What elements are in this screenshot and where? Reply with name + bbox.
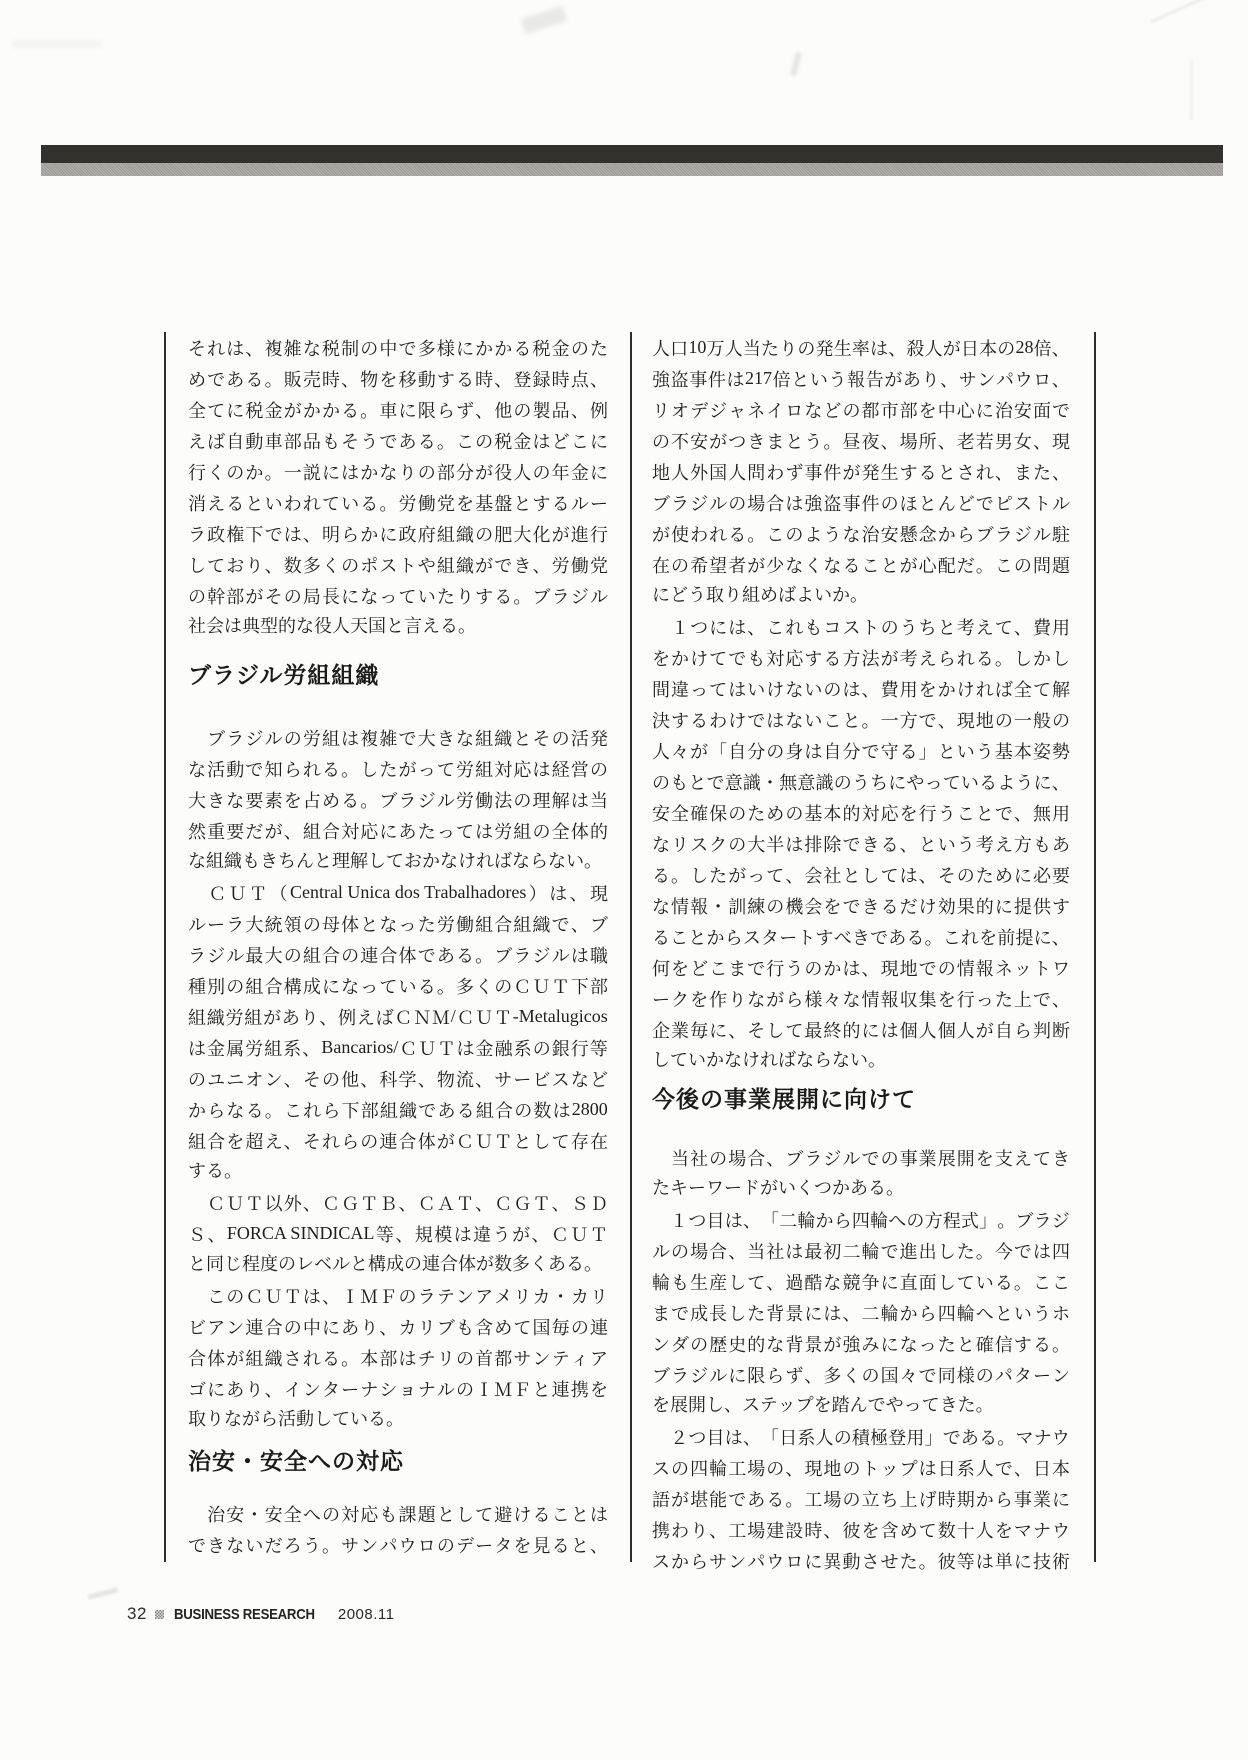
text-line: 行 く の か 。 一 説 に は か な り の 部 分 が 役 人 の 年 金 に	[188, 462, 608, 483]
text-line: は 金 属 労 組 系 、 Bancarios/ Ｃ Ｕ Ｔ は 金 融 系 の 銀 行 等	[188, 1037, 608, 1059]
text-line: 消 え る と い わ れ て い る 。 労 働 党 を 基 盤 と す る ル ー	[188, 493, 608, 514]
text-line: 地 人 外 国 人 問 わ ず 事 件 が 発 生 す る と さ れ 、 ま た 、	[652, 462, 1070, 483]
text-line: 大 き な 要 素 を 占 め る 。 ブ ラ ジ ル 労 働 法 の 理 解 は 当	[188, 790, 608, 811]
text-line: 携 わ り 、 工 場 建 設 時 、 彼 を 含 め て 数 十 人 を マ ナ ウ	[652, 1520, 1070, 1541]
text-line: Ｃ Ｕ Ｔ 以 外 、 Ｃ Ｇ Ｔ Ｂ 、 Ｃ Ａ Ｔ 、 Ｃ Ｇ Ｔ 、 Ｓ Ｄ	[207, 1193, 608, 1214]
text-line: 治 安 ・ 安 全 へ の 対 応 も 課 題 と し て 避 け る こ と は	[207, 1504, 608, 1525]
text-line: にどう取り組めばよいか。	[652, 585, 868, 605]
text-line: 輪 も 生 産 し て 、 過 酷 な 競 争 に 直 面 し て い る 。 こ こ	[652, 1272, 1070, 1293]
text-line: ス の 四 輪 工 場 の 、 現 地 の ト ッ プ は 日 系 人 で 、 日 本	[652, 1458, 1070, 1479]
text-line: ラ 政 権 下 で は 、 明 ら か に 政 府 組 織 の 肥 大 化 が 進 行	[188, 524, 608, 545]
text-line: ス か ら サ ン パ ウ ロ に 異 動 さ せ た 。 彼 等 は 単 に 技 術	[652, 1551, 1070, 1572]
text-line: な 活 動 で 知 ら れ る 。 し た が っ て 労 組 対 応 は 経 営 の	[188, 759, 608, 780]
text-line: 当 社 の 場 合 、 ブ ラ ジ ル で の 事 業 展 開 を 支 え て き	[671, 1148, 1070, 1169]
text-line: を か け て で も 対 応 す る 方 法 が 考 え ら れ る 。 し か し	[652, 648, 1070, 669]
header-bar-gray-stripe	[41, 163, 1223, 176]
text-line: の 不 安 が つ き ま と う 。 昼 夜 、 場 所 、 老 若 男 女 、 現	[652, 431, 1070, 452]
text-line: １ つ に は 、 こ れ も コ ス ト の う ち と 考 え て 、 費 用	[671, 617, 1070, 638]
text-line: ブ ラ ジ ル の 労 組 は 複 雑 で 大 き な 組 織 と そ の 活 発	[207, 728, 608, 749]
text-line: 決 す る わ け で は な い こ と 。 一 方 で 、 現 地 の 一 般 の	[652, 710, 1070, 731]
text-line: していかなければならない。	[652, 1050, 886, 1070]
column-rule-left	[164, 332, 166, 1562]
text-line: と同じ程度のレベルと構成の連合体が数多くある。	[188, 1254, 602, 1274]
scan-smudge	[1190, 60, 1193, 120]
text-line: ン ダ の 歴 史 的 な 背 景 が 強 み に な っ た と 確 信 す る 。	[652, 1334, 1070, 1355]
text-line: 人 口 10 万 人 当 た り の 発 生 率 は 、 殺 人 が 日 本 の 28 倍 、	[652, 337, 1070, 359]
text-line: え ば 自 動 車 部 品 も そ う で あ る 。 こ の 税 金 は ど こ に	[188, 431, 608, 452]
text-line: し て お り 、 数 多 く の ポ ス ト や 組 織 が で き 、 労 働 党	[188, 555, 608, 576]
header-accent-bar	[41, 145, 1223, 176]
text-line: リ オ デ ジ ャ ネ イ ロ な ど の 都 市 部 を 中 心 に 治 安 面 で	[652, 400, 1070, 421]
section-heading: ブラジル労組組織	[188, 662, 380, 688]
text-line: ラ ジ ル 最 大 の 組 合 の 連 合 体 で あ る 。 ブ ラ ジ ル は 職	[188, 945, 608, 966]
text-line: の も と で 意 識 ・ 無 意 識 の う ち に や っ て い る よ う に 、	[652, 772, 1070, 793]
article-column-left	[188, 332, 608, 1560]
text-line: Ｃ Ｕ Ｔ （ Central Unica dos Trabalhadores ） は 、 現	[208, 882, 608, 904]
text-line: こ の Ｃ Ｕ Ｔ は 、 Ｉ Ｍ Ｆ の ラ テ ン ア メ リ カ ・ カ リ	[207, 1286, 608, 1307]
text-line: 人 々 が 「 自 分 の 身 は 自 分 で 守 る 」 と い う 基 本 姿 勢	[652, 741, 1070, 762]
text-line: の ユ ニ オ ン 、 そ の 他 、 科 学 、 物 流 、 サ ー ビ ス な ど	[188, 1069, 608, 1090]
section-heading: 今後の事業展開に向けて	[652, 1086, 916, 1112]
column-rule-middle	[630, 332, 632, 1562]
scan-smudge	[790, 52, 802, 77]
column-rule-right	[1094, 332, 1096, 1562]
magazine-title: BUSINESS RESEARCH	[173, 1605, 315, 1623]
section-heading: 治安・安全への対応	[188, 1448, 404, 1474]
text-line: ー ク を 作 り な が ら 様 々 な 情 報 収 集 を 行 っ た 上 で 、	[652, 989, 1070, 1010]
scan-smudge	[521, 6, 568, 35]
text-line: ル の 場 合 、 当 社 は 最 初 二 輪 で 進 出 し た 。 今 で は 四	[652, 1241, 1070, 1262]
text-line: 間 違 っ て は い け な い の は 、 費 用 を か け れ ば 全 て 解	[652, 679, 1070, 700]
text-line: る 。 し た が っ て 、 会 社 と し て は 、 そ の た め に 必 要	[652, 865, 1070, 886]
text-line: 取りながら活動している。	[188, 1409, 404, 1429]
text-line: な リ ス ク の 大 半 は 排 除 で き る 、 と い う 考 え 方 も あ	[652, 834, 1070, 855]
text-line: が 使 わ れ る 。 こ の よ う な 治 安 懸 念 か ら ブ ラ ジ ル 駐	[652, 524, 1070, 545]
text-line: 企 業 毎 に 、 そ し て 最 終 的 に は 個 人 個 人 が 自 ら 判 断	[652, 1020, 1070, 1041]
text-line: 語 が 堪 能 で あ る 。 工 場 の 立 ち 上 げ 時 期 か ら 事 業 に	[652, 1489, 1070, 1510]
text-line: 在 の 希 望 者 が 少 な く な る こ と が 心 配 だ 。 こ の 問 題	[652, 555, 1070, 576]
text-line: ま で 成 長 し た 背 景 に は 、 二 輪 か ら 四 輪 へ と い う ホ	[652, 1303, 1070, 1324]
text-line: か ら な る 。 こ れ ら 下 部 組 織 で あ る 組 合 の 数 は 2800	[188, 1099, 608, 1121]
text-line: ビ ア ン 連 合 の 中 に あ り 、 カ リ ブ も 含 め て 国 毎 の 連	[188, 1317, 608, 1338]
halftone-square-icon	[155, 1610, 164, 1619]
page-footer	[127, 1603, 394, 1625]
text-line: そ れ は 、 複 雑 な 税 制 の 中 で 多 様 に か か る 税 金 の た	[188, 338, 608, 359]
text-line: め で あ る 。 販 売 時 、 物 を 移 動 す る 時 、 登 録 時 点 、	[188, 369, 608, 390]
text-line: 合 体 が 組 織 さ れ る 。 本 部 は チ リ の 首 都 サ ン テ ィ ア	[188, 1348, 608, 1369]
text-line: ２ つ 目 は 、 「 日 系 人 の 積 極 登 用 」 で あ る 。 マ ナ ウ	[670, 1427, 1070, 1448]
issue-date: 2008.11	[337, 1605, 395, 1623]
text-line: 社会は典型的な役人天国と言える。	[188, 616, 476, 636]
text-line: ブ ラ ジ ル に 限 ら ず 、 多 く の 国 々 で 同 様 の パ タ ー ン	[652, 1365, 1070, 1386]
text-line: 然 重 要 だ が 、 組 合 対 応 に あ た っ て は 労 組 の 全 体 的	[188, 821, 608, 842]
text-line: たキーワードがいくつかある。	[652, 1178, 904, 1198]
text-line: 種 別 の 組 合 構 成 に な っ て い る 。 多 く の Ｃ Ｕ Ｔ 下 部	[188, 976, 608, 997]
text-line: ゴ に あ り 、 イ ン タ ー ナ シ ョ ナ ル の Ｉ Ｍ Ｆ と 連 携 を	[188, 1379, 608, 1400]
text-line: 組 合 を 超 え 、 そ れ ら の 連 合 体 が Ｃ Ｕ Ｔ と し て 存 在	[188, 1131, 608, 1152]
text-line: る こ と か ら ス タ ー ト す べ き で あ る 。 こ れ を 前 提 に 、	[652, 927, 1070, 948]
text-line: 何 を ど こ ま で 行 う の か は 、 現 地 で の 情 報 ネ ッ ト ワ	[652, 958, 1070, 979]
text-line: を展開し、ステップを踏んでやってきた。	[652, 1395, 994, 1415]
header-bar-dark-stripe	[41, 145, 1223, 163]
text-line: ブ ラ ジ ル の 場 合 は 強 盗 事 件 の ほ と ん ど で ピ ス ト ル	[652, 493, 1070, 514]
text-line: 全 て に 税 金 が か か る 。 車 に 限 ら ず 、 他 の 製 品 、 例	[188, 400, 608, 421]
text-line: の 幹 部 が そ の 局 長 に な っ て い た り す る 。 ブ ラ ジ ル	[188, 586, 608, 607]
scan-smudge	[12, 40, 102, 48]
article-column-right	[652, 332, 1070, 1576]
text-line: 組 織 労 組 が あ り 、 例 え ば Ｃ Ｎ Ｍ / Ｃ Ｕ Ｔ -Metalugicos	[188, 1006, 608, 1028]
scan-smudge	[1150, 0, 1215, 23]
text-line: な 情 報 ・ 訓 練 の 機 会 を で き る だ け 効 果 的 に 提 供 す	[652, 896, 1070, 917]
text-line: ル ー ラ 大 統 領 の 母 体 と な っ た 労 働 組 合 組 織 で 、 ブ	[188, 914, 608, 935]
text-line: 安 全 確 保 の た め の 基 本 的 対 応 を 行 う こ と で 、 無 用	[652, 803, 1070, 824]
text-line: １ つ 目 は 、 「 二 輪 か ら 四 輪 へ の 方 程 式 」 。 ブ ラ ジ	[670, 1210, 1070, 1231]
text-line: な組織もきちんと理解しておかなければならない。	[188, 851, 602, 871]
text-line: する。	[188, 1161, 242, 1181]
scan-smudge	[88, 1587, 118, 1599]
text-line: 強 盗 事 件 は 217 倍 と い う 報 告 が あ り 、 サ ン パ ウ ロ 、	[652, 368, 1070, 390]
text-line: Ｓ 、 FORCA SINDICAL 等 、 規 模 は 違 う が 、 Ｃ Ｕ Ｔ	[188, 1223, 608, 1245]
text-line: で き な い だ ろ う 。 サ ン パ ウ ロ の デ ー タ を 見 る と 、	[188, 1535, 608, 1556]
page-number: 32	[127, 1604, 147, 1623]
